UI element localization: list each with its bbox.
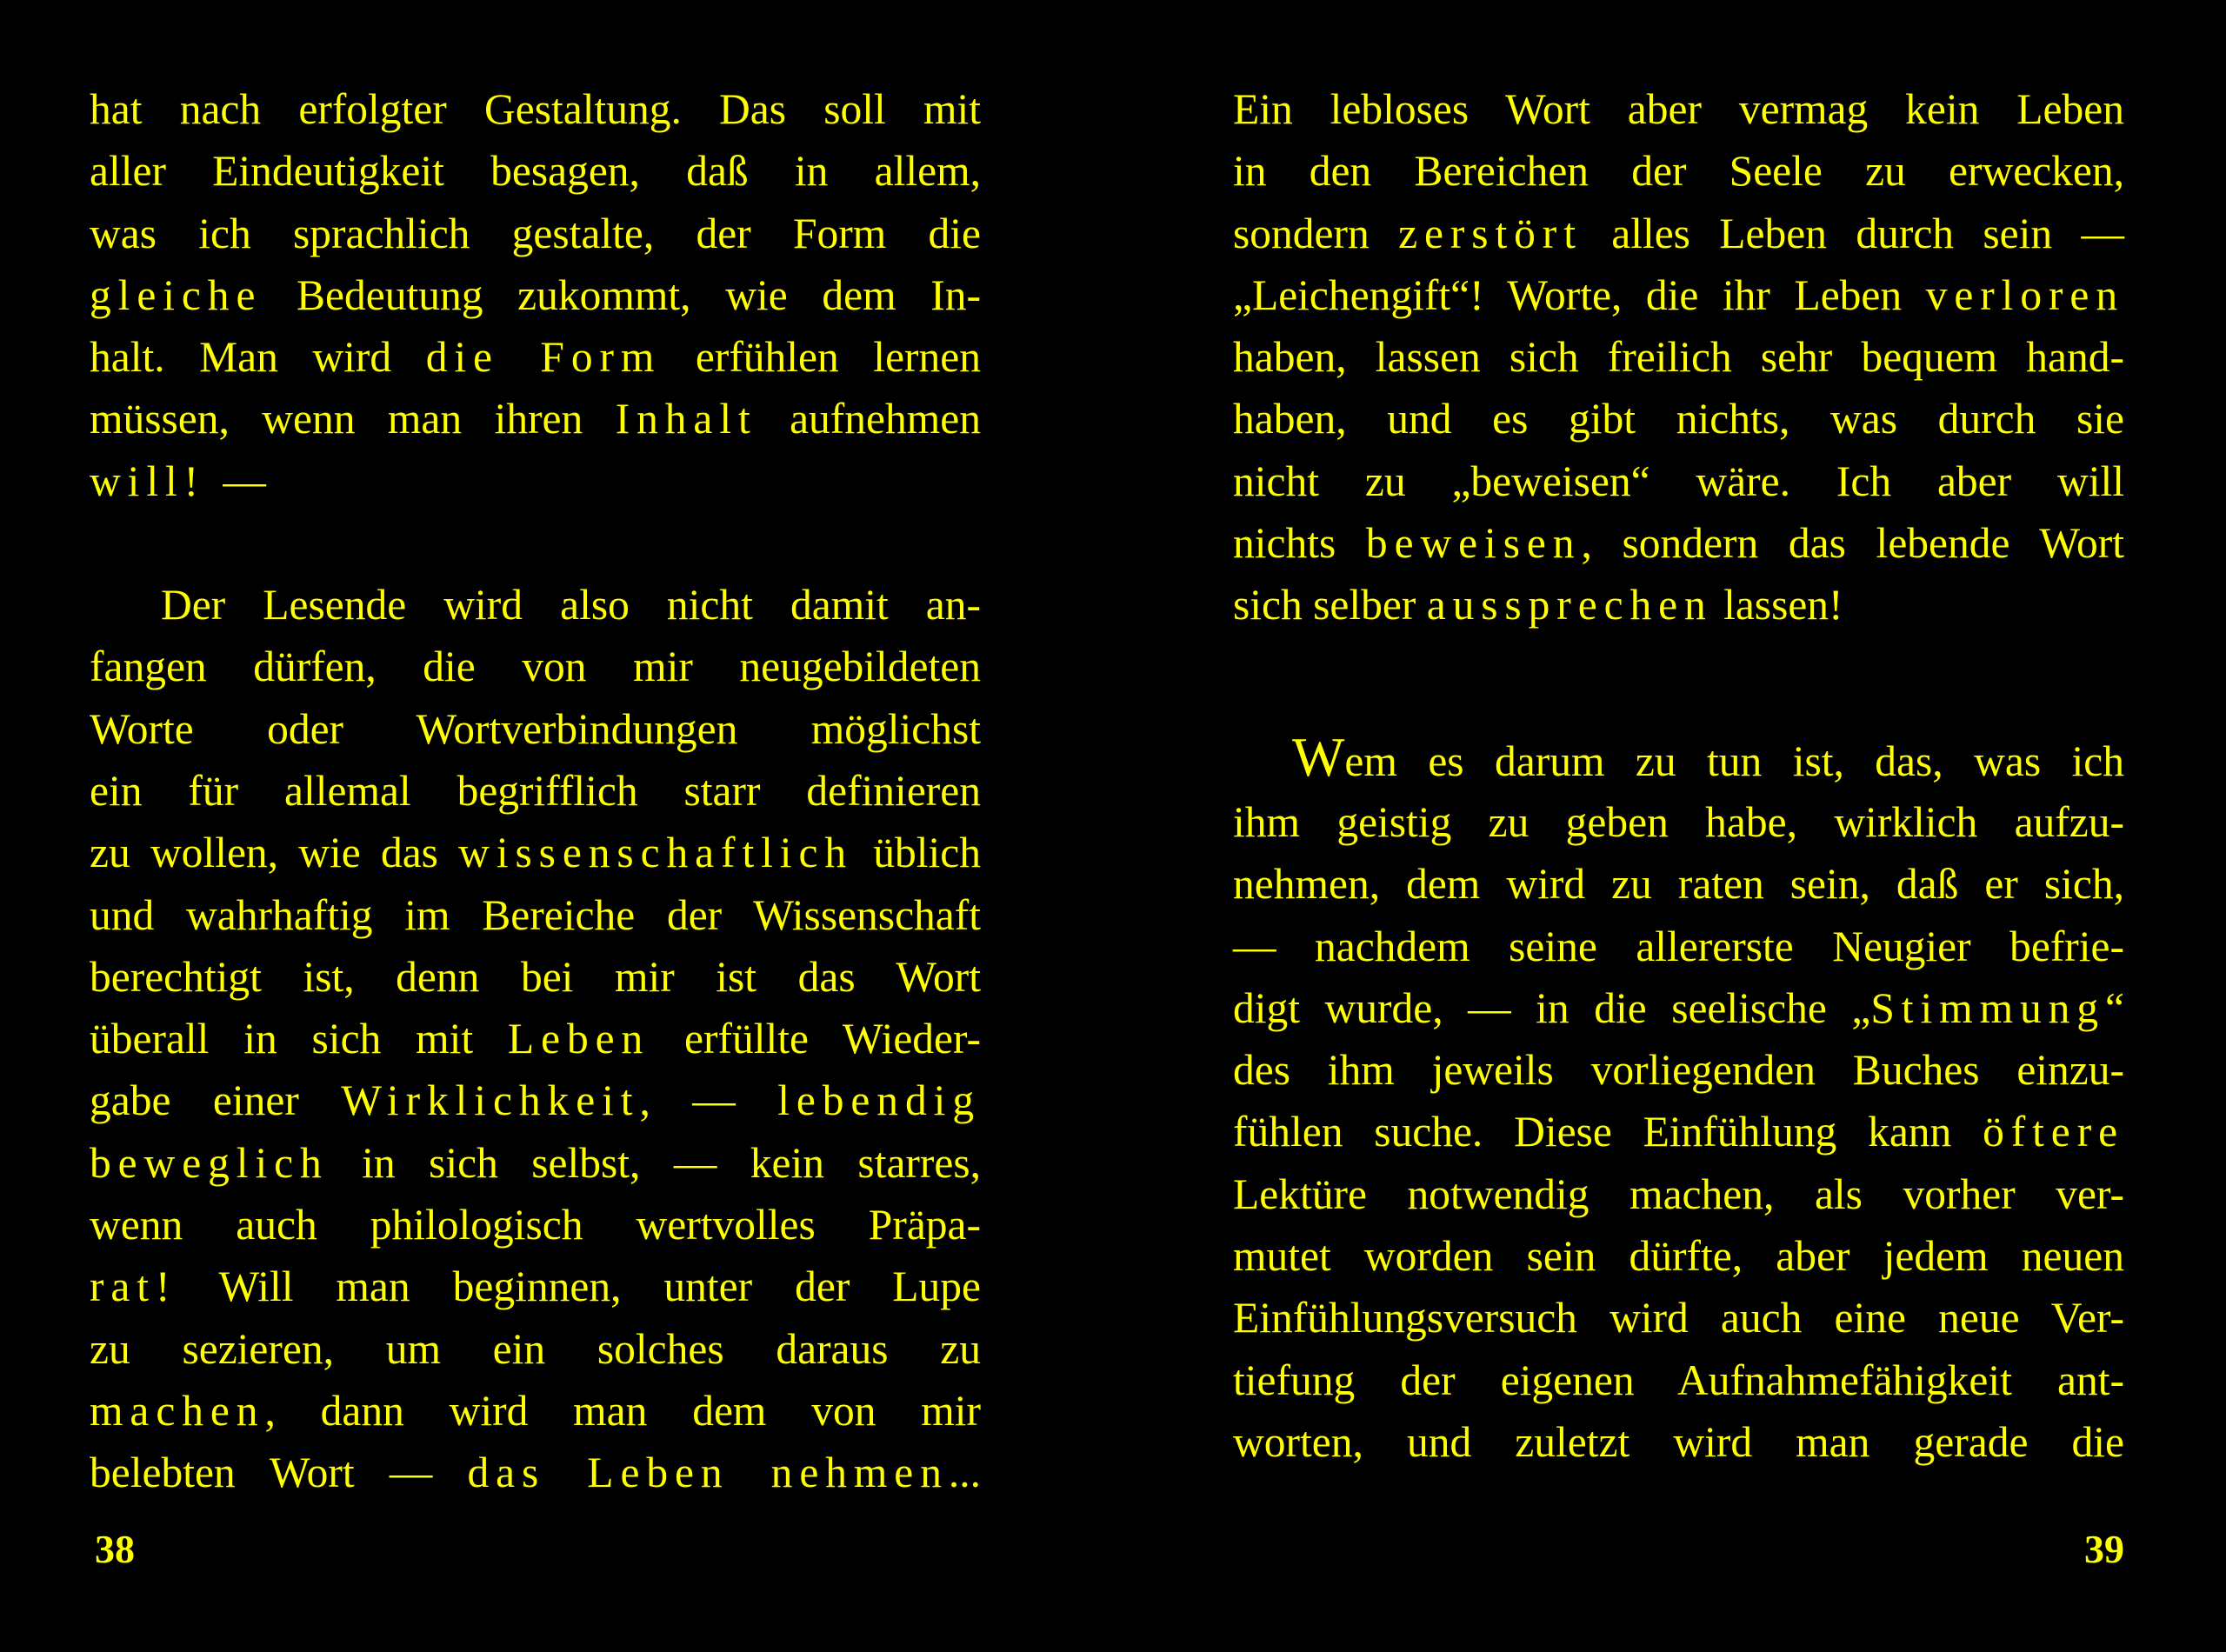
text-line bbox=[1233, 977, 2124, 1039]
text-segment: Lektüre notwendig machen, als vorher ver- bbox=[1233, 1169, 2124, 1218]
text-segment: Einfühlungsversuch wird auch eine neue Ver- bbox=[1233, 1294, 2124, 1342]
text-line bbox=[90, 78, 981, 140]
paragraph-gap bbox=[90, 512, 981, 574]
text-line bbox=[90, 574, 981, 636]
text-line bbox=[90, 388, 981, 450]
text-line bbox=[90, 884, 981, 946]
text-segment: lassen! bbox=[1712, 581, 1843, 629]
text-line bbox=[90, 760, 981, 822]
text-segment: aufnehmen bbox=[756, 395, 981, 443]
text-segment: nehmen, dem wird zu raten sein, daß er sich, bbox=[1233, 860, 2124, 909]
text-line bbox=[1233, 140, 2124, 202]
text-segment: und wahrhaftig im Bereiche der Wissenschaft bbox=[90, 890, 981, 939]
text-segment: aller Eindeutigkeit besagen, daß in allem, bbox=[90, 147, 981, 196]
emphasized-text: beweisen bbox=[1365, 519, 1582, 568]
emphasized-text: aussprechen bbox=[1426, 581, 1713, 629]
emphasized-text: die Form bbox=[425, 333, 662, 382]
text-segment: alles Leben durch sein — bbox=[1582, 209, 2124, 257]
text-segment: erfühlen lernen bbox=[661, 333, 981, 382]
text-segment: em es darum zu tun ist, das, was ich bbox=[1344, 736, 2124, 785]
text-segment: hat nach erfolgter Gestaltung. Das soll mit bbox=[90, 85, 981, 133]
text-line bbox=[1233, 512, 2124, 574]
text-line bbox=[90, 140, 981, 202]
text-segment: überall in sich mit bbox=[90, 1015, 508, 1063]
emphasized-text: Wirklichkeit bbox=[341, 1076, 640, 1125]
text-line bbox=[90, 1318, 981, 1380]
text-line bbox=[90, 822, 981, 883]
text-segment: haben, und es gibt nichts, was durch sie bbox=[1233, 395, 2124, 443]
emphasized-text: Inhalt bbox=[615, 395, 757, 443]
emphasized-text: lebendig bbox=[777, 1076, 981, 1125]
text-segment: , dann wird man dem von mir bbox=[264, 1386, 981, 1435]
text-segment: was ich sprachlich gestalte, der Form die bbox=[90, 209, 981, 257]
text-line bbox=[1233, 916, 2124, 977]
text-line bbox=[90, 1256, 981, 1317]
paragraph-gap bbox=[1233, 636, 2124, 729]
emphasized-text: will! — bbox=[90, 456, 273, 505]
text-line bbox=[1233, 264, 2124, 326]
text-segment: wenn auch philologisch wertvolles Präpa- bbox=[90, 1201, 981, 1249]
text-segment: berechtigt ist, denn bei mir ist das Wort bbox=[90, 952, 981, 1001]
text-segment: nicht zu „beweisen“ wäre. Ich aber will bbox=[1233, 456, 2124, 505]
text-segment: — nachdem seine allererste Neugier befrie- bbox=[1233, 922, 2124, 970]
text-segment: erfüllte Wieder- bbox=[650, 1015, 981, 1063]
text-segment: zu wollen, wie das bbox=[90, 829, 459, 877]
text-segment: Will man beginnen, unter der Lupe bbox=[177, 1262, 981, 1311]
emphasized-text: rat! bbox=[90, 1262, 177, 1311]
emphasized-text: gleiche bbox=[90, 270, 263, 319]
text-line bbox=[1233, 1349, 2124, 1411]
left-paragraph-2 bbox=[90, 574, 981, 1503]
text-line bbox=[1233, 203, 2124, 264]
text-line bbox=[90, 203, 981, 264]
text-segment: “ bbox=[2105, 983, 2124, 1032]
text-line bbox=[90, 264, 981, 326]
text-segment: ihm geistig zu geben habe, wirklich aufzu- bbox=[1233, 797, 2124, 846]
text-segment: mutet worden sein dürfte, aber jedem neuen bbox=[1233, 1232, 2124, 1281]
emphasized-text: das Leben nehmen bbox=[467, 1449, 949, 1497]
text-line bbox=[1233, 1287, 2124, 1349]
text-line bbox=[90, 326, 981, 388]
text-segment: müssen, wenn man ihren bbox=[90, 395, 616, 443]
text-line bbox=[90, 1069, 981, 1131]
right-paragraph-2 bbox=[1233, 725, 2124, 1474]
text-segment: nichts bbox=[1233, 519, 1366, 568]
text-line bbox=[1233, 853, 2124, 915]
text-line bbox=[90, 1132, 981, 1194]
text-segment: digt wurde, — in die seelische „ bbox=[1233, 983, 1871, 1032]
text-line bbox=[1233, 725, 2124, 791]
text-segment: fangen dürfen, die von mir neugebildeten bbox=[90, 643, 981, 691]
text-line bbox=[1233, 1225, 2124, 1287]
emphasized-text: Leben bbox=[507, 1015, 650, 1063]
text-segment: gabe einer bbox=[90, 1076, 342, 1125]
text-segment: ein für allemal begrifflich starr definieren bbox=[90, 766, 981, 815]
text-segment: fühlen suche. Diese Einfühlung kann bbox=[1233, 1108, 1983, 1156]
emphasized-text: verloren bbox=[1925, 270, 2124, 319]
text-line bbox=[90, 1442, 981, 1503]
emphasized-text: Stimmung bbox=[1870, 983, 2106, 1032]
right-paragraph-1 bbox=[1233, 78, 2124, 636]
text-line bbox=[90, 946, 981, 1008]
left-paragraph-1 bbox=[90, 78, 981, 512]
text-segment: belebten Wort — bbox=[90, 1449, 468, 1497]
emphasized-text: wissenschaftlich bbox=[458, 829, 854, 877]
text-segment: haben, lassen sich freilich sehr bequem hand- bbox=[1233, 333, 2124, 382]
page-number-left: 38 bbox=[95, 1527, 135, 1571]
text-segment: tiefung der eigenen Aufnahmefähigkeit ant- bbox=[1233, 1356, 2124, 1404]
text-segment: in sich selbst, — kein starres, bbox=[328, 1138, 981, 1187]
text-segment: Der Lesende wird also nicht damit an- bbox=[161, 581, 981, 629]
text-line bbox=[90, 1380, 981, 1442]
text-line bbox=[1233, 791, 2124, 853]
text-line bbox=[1233, 326, 2124, 388]
text-segment: zu sezieren, um ein solches daraus zu bbox=[90, 1324, 981, 1373]
text-line bbox=[1233, 1101, 2124, 1162]
text-segment: in den Bereichen der Seele zu erwecken, bbox=[1233, 147, 2124, 196]
text-line bbox=[1233, 1039, 2124, 1101]
text-segment: sich selber bbox=[1233, 581, 1427, 629]
emphasized-text: beweglich bbox=[90, 1138, 329, 1187]
text-line bbox=[90, 698, 981, 760]
text-line bbox=[1233, 574, 2124, 636]
text-segment: , sondern das lebende Wort bbox=[1581, 519, 2124, 568]
text-segment: üblich bbox=[853, 829, 981, 877]
initial-letter: W bbox=[1292, 725, 1345, 788]
text-line bbox=[1233, 450, 2124, 512]
right-page bbox=[1233, 78, 2124, 1574]
left-page bbox=[90, 78, 981, 1574]
text-segment: Worte oder Wortverbindungen möglichst bbox=[90, 704, 981, 753]
emphasized-text: machen bbox=[90, 1386, 265, 1435]
text-segment: , — bbox=[639, 1076, 778, 1125]
text-line bbox=[1233, 1411, 2124, 1473]
text-line bbox=[1233, 1163, 2124, 1225]
page-number-right: 39 bbox=[2084, 1527, 2124, 1571]
emphasized-text: zerstört bbox=[1398, 209, 1583, 257]
text-segment: „Leichengift“! Worte, die ihr Leben bbox=[1233, 270, 1926, 319]
text-line bbox=[1233, 78, 2124, 140]
text-line bbox=[1233, 388, 2124, 450]
text-segment: des ihm jeweils vorliegenden Buches einzu- bbox=[1233, 1046, 2124, 1095]
emphasized-text: öftere bbox=[1983, 1108, 2124, 1156]
text-line bbox=[90, 1194, 981, 1256]
text-line bbox=[90, 450, 981, 512]
text-segment: Ein lebloses Wort aber vermag kein Leben bbox=[1233, 85, 2124, 133]
text-segment: sondern bbox=[1233, 209, 1399, 257]
text-segment: ... bbox=[948, 1449, 981, 1497]
text-segment: Bedeutung zukommt, wie dem In- bbox=[262, 270, 981, 319]
text-line bbox=[90, 1008, 981, 1069]
text-line bbox=[90, 636, 981, 697]
text-segment: worten, und zuletzt wird man gerade die bbox=[1233, 1417, 2124, 1466]
text-segment: halt. Man wird bbox=[90, 333, 426, 382]
